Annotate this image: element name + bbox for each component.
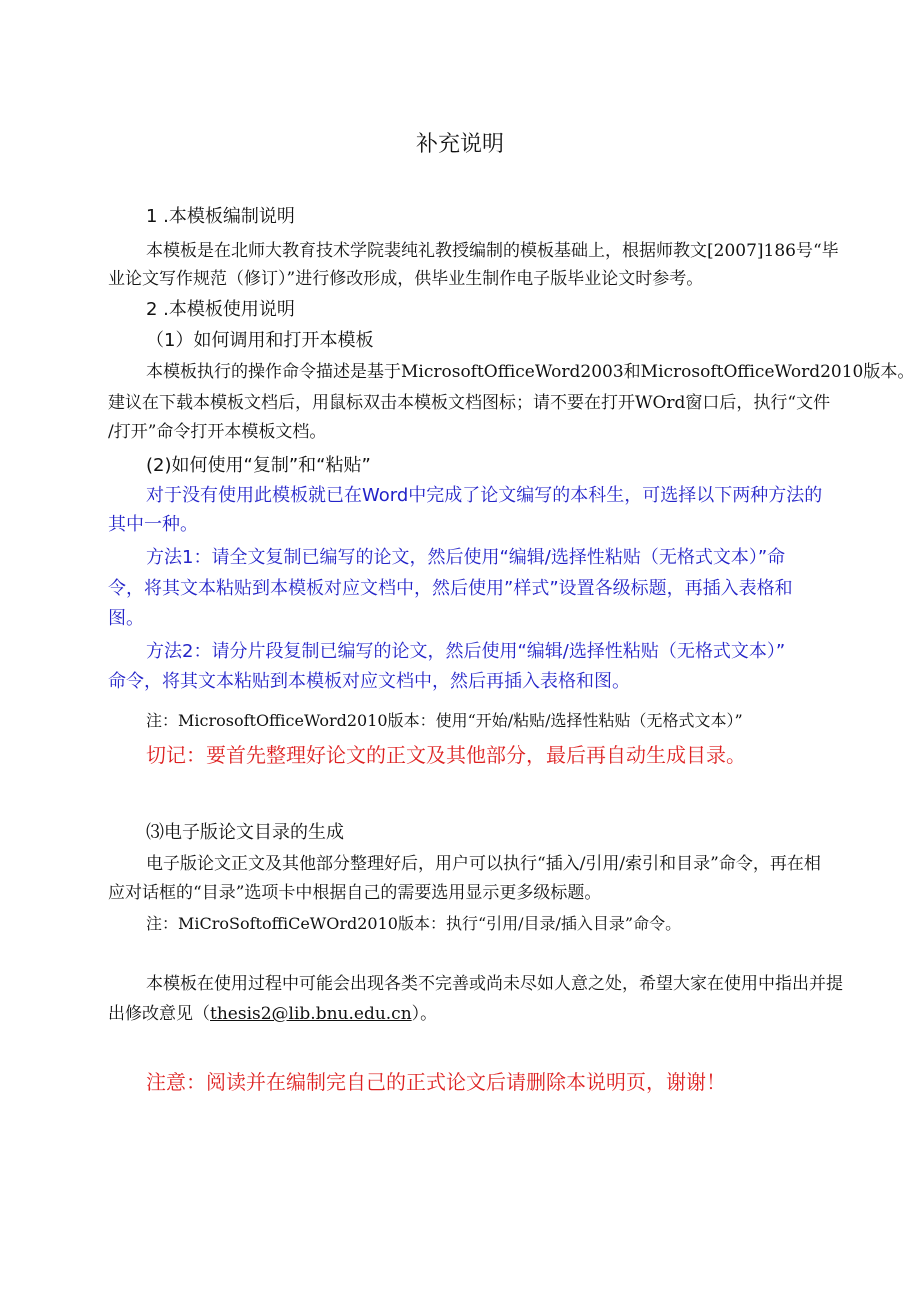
subsection-1-line-3: /打开”命令打开本模板文档。 <box>108 422 327 442</box>
section-1-paragraph-line-1: 本模板是在北师大教育技术学院裴纯礼教授编制的模板基础上，根据师教文[2007]186号“毕 <box>146 241 839 261</box>
method-1-line-2: 令，将其文本粘贴到本模板对应文档中，然后使用”样式”设置各级标题，再插入表格和 <box>108 578 793 599</box>
red-warning: 切记：要首先整理好论文的正文及其他部分，最后再自动生成目录。 <box>146 743 746 767</box>
subsection-3-line-1: 电子版论文正文及其他部分整理好后，用户可以执行“插入/引用/索引和目录”命令，再在相 <box>146 854 821 874</box>
final-notice: 注意：阅读并在编制完自己的正式论文后请删除本说明页，谢谢！ <box>146 1070 726 1094</box>
method-1-line-1: 方法1：请全文复制已编写的论文，然后使用“编辑/选择性粘贴（无格式文本）”命 <box>146 547 786 568</box>
subsection-2-heading: (2)如何使用“复制”和“粘贴” <box>146 455 371 476</box>
method-2-line-2: 命令，将其文本粘贴到本模板对应文档中，然后再插入表格和图。 <box>108 671 630 692</box>
closing-suffix: ）。 <box>411 1004 438 1024</box>
method-1-line-3: 图。 <box>108 608 144 629</box>
closing-line-2 <box>108 1003 437 1025</box>
subsection-1-line-2: 建议在下载本模板文档后，用鼠标双击本模板文档图标；请不要在打开WOrd窗口后，执行“文件 <box>108 393 831 413</box>
word2010-note: 注：MicrosoftOfficeWord2010版本：使用“开始/粘贴/选择性粘贴（无格式文本）” <box>146 711 743 730</box>
closing-prefix: 出修改意见（ <box>108 1004 210 1024</box>
page-title: 补充说明 <box>415 132 504 157</box>
blue-instruction-line-2: 其中一种。 <box>108 514 198 535</box>
section-2-heading: 2 .本模板使用说明 <box>146 299 295 320</box>
subsection-1-heading: （1）如何调用和打开本模板 <box>146 330 374 351</box>
blue-instruction-line-1: 对于没有使用此模板就已在Word中完成了论文编写的本科生，可选择以下两种方法的 <box>146 485 823 506</box>
email-link[interactable]: thesis2@lib.bnu.edu.cn <box>210 1004 412 1024</box>
subsection-3-note: 注：MiCroSoftoffiCeWOrd2010版本：执行“引用/目录/插入目录”命令。 <box>146 914 682 933</box>
section-1-paragraph-line-2: 业论文写作规范（修订）”进行修改形成，供毕业生制作电子版毕业论文时参考。 <box>108 269 704 289</box>
subsection-3-heading: ⑶电子版论文目录的生成 <box>146 822 344 843</box>
subsection-3-line-2: 应对话框的“目录”选项卡中根据自己的需要选用显示更多级标题。 <box>108 883 602 903</box>
closing-line-1: 本模板在使用过程中可能会出现各类不完善或尚未尽如人意之处，希望大家在使用中指出并提 <box>146 974 843 994</box>
section-1-heading: 1 .本模板编制说明 <box>146 206 295 227</box>
method-2-line-1: 方法2：请分片段复制已编写的论文，然后使用“编辑/选择性粘贴（无格式文本）” <box>146 641 786 662</box>
subsection-1-line-1: 本模板执行的操作命令描述是基于MicrosoftOfficeWord2003和MicrosoftOfficeWord2010版本。 <box>146 362 915 382</box>
